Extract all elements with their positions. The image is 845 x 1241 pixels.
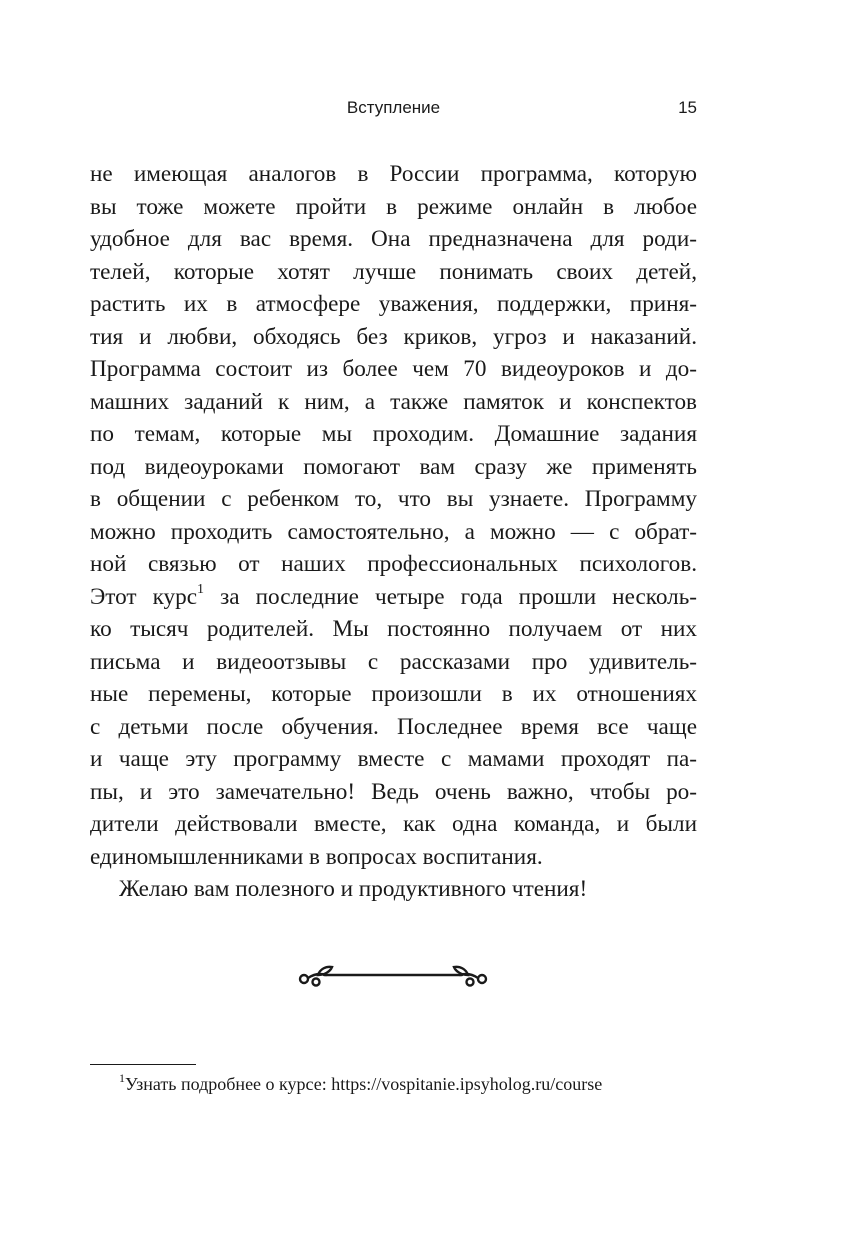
text-line: по темам, которые мы проходим. Домашние задания — [90, 421, 697, 447]
footnote-text[interactable]: Узнать подробнее о курсе: https://vospitanie.ipsyholog.ru/course — [125, 1074, 603, 1094]
text-line: ной связью от наших профессиональных психологов. — [90, 551, 697, 577]
footnote-ref[interactable]: 1 — [197, 581, 205, 597]
text-line: письма и видеоотзывы с рассказами про удивитель- — [90, 648, 697, 675]
text-line: машних заданий к ним, а также памяток и конспектов — [90, 388, 697, 415]
text-line: ко тысяч родителей. Мы постоянно получаем от них — [90, 616, 697, 642]
text-line: пы, и это замечательно! Ведь очень важно, чтобы ро- — [90, 778, 697, 805]
footnote-rule — [90, 1064, 196, 1065]
text-line: Программа состоит из более чем 70 видеоуроков и до- — [90, 356, 697, 382]
text-line: тия и любви, обходясь без криков, угроз и наказаний. — [90, 323, 697, 350]
ornament-divider-icon — [296, 958, 490, 992]
footnote — [119, 1071, 603, 1095]
running-header — [90, 98, 697, 122]
closing-line: Желаю вам полезного и продуктивного чтения! — [119, 876, 588, 902]
text-line: ные перемены, которые произошли в их отношениях — [90, 681, 697, 707]
text-line: под видеоуроками помогают вам сразу же применять — [90, 453, 697, 480]
text-line: дители действовали вместе, как одна команда, и были — [90, 811, 697, 837]
body-text — [90, 158, 697, 906]
text-line: не имеющая аналогов в России программа, которую — [90, 161, 697, 187]
text-line: с детьми после обучения. Последнее время все чаще — [90, 713, 697, 740]
text-line: единомышленниками в вопросах воспитания. — [90, 843, 543, 870]
text-line: телей, которые хотят лучше понимать своих детей, — [90, 258, 697, 285]
text-line: в общении с ребенком то, что вы узнаете. Программу — [90, 486, 697, 512]
text-line: вы тоже можете пройти в режиме онлайн в любое — [90, 193, 697, 220]
text-fragment: Этот курс — [90, 583, 198, 610]
footnote-marker: 1 — [119, 1071, 125, 1085]
text-fragment: за последние четыре года прошли несколь- — [204, 583, 697, 610]
text-line: можно проходить самостоятельно, а можно — с обрат- — [90, 518, 697, 545]
page-number: 15 — [678, 98, 697, 117]
section-title: Вступление — [346, 98, 441, 117]
text-line: и чаще эту программу вместе с мамами проходят па- — [90, 746, 697, 772]
text-line: удобное для вас время. Она предназначена для роди- — [90, 226, 697, 252]
text-line: растить их в атмосфере уважения, поддержки, приня- — [90, 291, 697, 317]
text-line-with-footnote — [90, 581, 697, 614]
